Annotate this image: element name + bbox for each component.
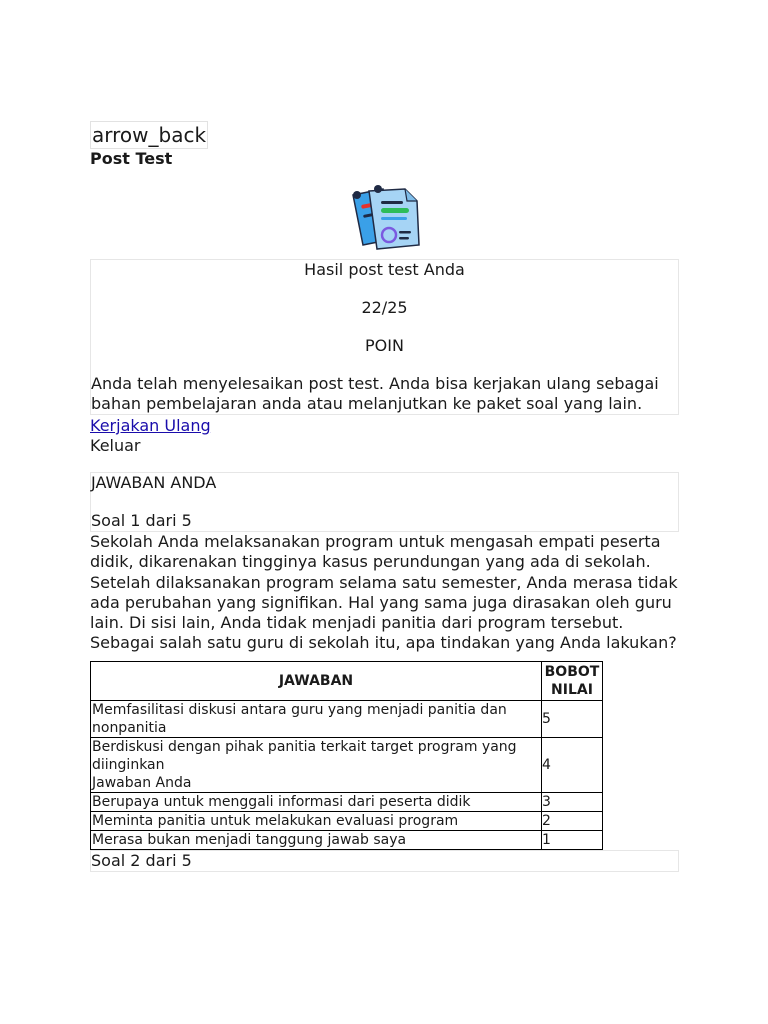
answer-text: Berdiskusi dengan pihak panitia terkait target program yang diinginkan (92, 738, 517, 773)
answer-cell (91, 737, 542, 792)
weight-cell: 2 (542, 811, 603, 830)
answers-panel (90, 472, 679, 532)
result-heading: Hasil post test Anda (304, 260, 465, 279)
page-title: Post Test (90, 149, 173, 168)
result-panel (90, 259, 679, 415)
answer-cell: Merasa bukan menjadi tanggung jawab saya (91, 830, 542, 849)
table-row (91, 700, 603, 737)
answer-cell: Meminta panitia untuk melakukan evaluasi program (91, 811, 542, 830)
retry-link[interactable]: Kerjakan Ulang (90, 416, 211, 435)
question-text: Sekolah Anda melaksanakan program untuk mengasah empati peserta didik, dikarenakan tingginya kasus perundungan yang ada di sekolah. Setelah dilaksanakan program selama satu semester, Anda merasa tidak ada perubahan yang signifikan. Hal yang sama juga dirasakan oleh guru lain. Di sisi lain, Anda tidak menjadi panitia dari program tersebut. Sebagai salah satu guru di sekolah itu, apa tindakan yang Anda lakukan? (90, 532, 678, 653)
next-question-counter[interactable]: Soal 2 dari 5 (90, 850, 679, 872)
your-answer-note: Jawaban Anda (92, 774, 192, 791)
arrow-back-icon: arrow_back (92, 123, 207, 147)
answer-table-header (91, 661, 603, 700)
table-row (91, 830, 603, 849)
question-counter: Soal 1 dari 5 (91, 511, 192, 530)
result-unit: POIN (365, 336, 404, 355)
answer-table (90, 661, 603, 850)
document-report-icon (347, 183, 423, 255)
badge-dot-right (374, 185, 382, 193)
paper-front (369, 189, 419, 249)
result-message: Anda telah menyelesaikan post test. Anda bisa kerjakan ulang sebagai bahan pembelajaran anda atau melanjutkan ke paket soal yang lain. (91, 374, 659, 413)
weight-cell: 4 (542, 737, 603, 792)
exit-button[interactable]: Keluar (90, 436, 141, 455)
weight-cell: 5 (542, 700, 603, 737)
badge-dot-left (353, 191, 361, 199)
col-answer-header: JAWABAN (91, 661, 542, 700)
back-button[interactable] (90, 121, 208, 149)
post-test-page (90, 121, 679, 872)
answers-heading: JAWABAN ANDA (91, 473, 217, 492)
table-row-selected (91, 737, 603, 792)
weight-cell: 3 (542, 792, 603, 811)
weight-cell: 1 (542, 830, 603, 849)
answer-cell: Memfasilitasi diskusi antara guru yang menjadi panitia dan nonpanitia (91, 700, 542, 737)
result-score: 22/25 (361, 298, 408, 317)
col-weight-header: BOBOT NILAI (542, 661, 603, 700)
answer-cell: Berupaya untuk menggali informasi dari peserta didik (91, 792, 542, 811)
table-row (91, 811, 603, 830)
table-row (91, 792, 603, 811)
